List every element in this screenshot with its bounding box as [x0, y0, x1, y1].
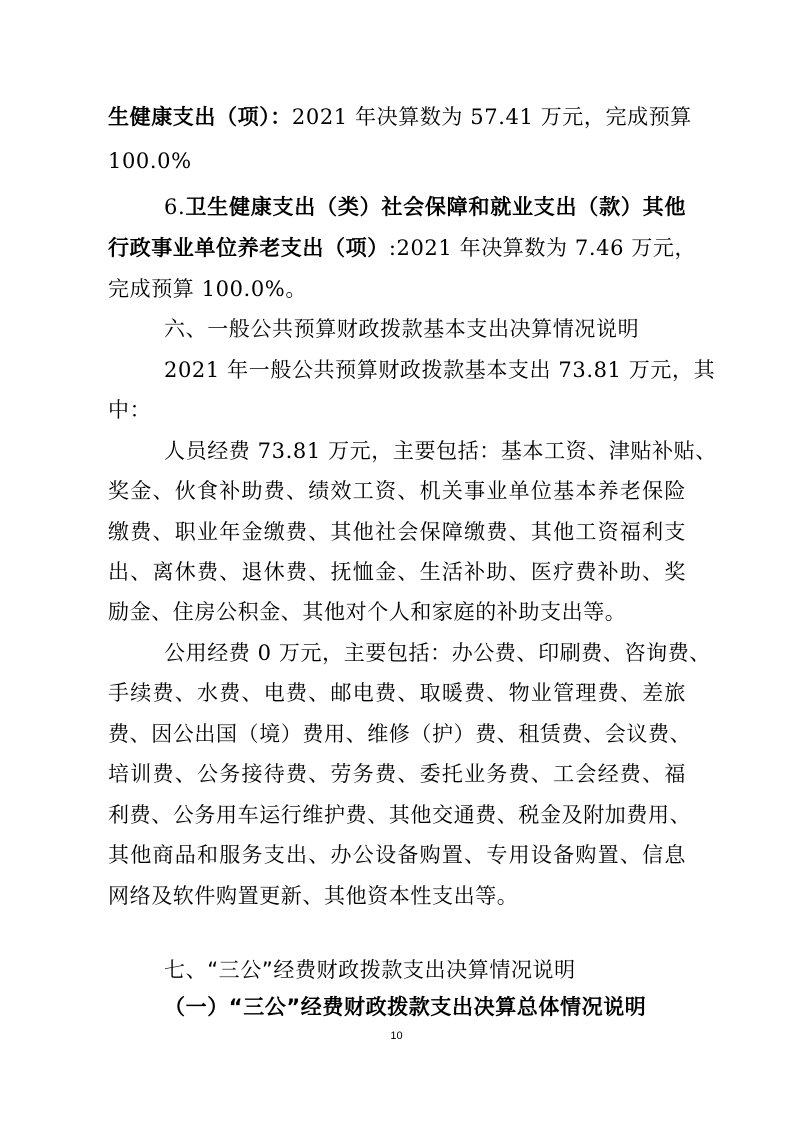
public-line-2: 手续费、水费、电费、邮电费、取暖费、物业管理费、差旅	[108, 681, 686, 705]
item5-text: 2021 年决算数为 57.41 万元，完成预算	[291, 105, 692, 129]
item6-bold: 卫生健康支出（类）社会保障和就业支出（款）其他	[185, 195, 686, 219]
item6-line2	[108, 235, 697, 261]
personnel-line-2: 奖金、伙食补助费、绩效工资、机关事业单位基本养老保险	[108, 479, 686, 503]
public-line-5: 利费、公务用车运行维护费、其他交通费、税金及附加费用、	[108, 803, 692, 827]
item6-line3: 完成预算 100.0%。	[108, 277, 307, 301]
personnel-line-1: 人员经费 73.81 万元，主要包括：基本工资、津贴补贴、	[164, 439, 717, 463]
item6-bold-2: 行政事业单位养老支出（项）	[108, 236, 389, 260]
item6-number: 6.	[164, 195, 186, 219]
item5-bold: 生健康支出（项）：	[108, 105, 292, 129]
section7-sub-heading: （一）“三公”经费财政拨款支出决算总体情况说明	[164, 995, 647, 1019]
personnel-line-5: 励金、住房公积金、其他对个人和家庭的补助支出等。	[108, 600, 627, 624]
public-line-6: 其他商品和服务支出、办公设备购置、专用设备购置、信息	[108, 843, 686, 867]
item6-line1	[164, 194, 686, 220]
item5-line1	[108, 104, 692, 130]
item5-line2: 100.0%	[108, 149, 192, 173]
public-line-3: 费、因公出国（境）费用、维修（护）费、租赁费、会议费、	[108, 722, 692, 746]
item6-text-2: :2021 年决算数为 7.46 万元，	[388, 236, 697, 260]
page-number: 10	[390, 1030, 403, 1042]
section6-heading: 六、一般公共预算财政拨款基本支出决算情况说明	[164, 317, 640, 341]
section7-heading: 七、“三公”经费财政拨款支出决算情况说明	[164, 958, 576, 982]
public-line-7: 网络及软件购置更新、其他资本性支出等。	[108, 884, 519, 908]
public-line-1: 公用经费 0 万元，主要包括：办公费、印刷费、咨询费、	[164, 641, 711, 665]
personnel-line-4: 出、离休费、退休费、抚恤金、生活补助、医疗费补助、奖	[108, 560, 686, 584]
section6-intro-2: 中：	[108, 398, 152, 422]
personnel-line-3: 缴费、职业年金缴费、其他社会保障缴费、其他工资福利支	[108, 520, 686, 544]
public-line-4: 培训费、公务接待费、劳务费、委托业务费、工会经费、福	[108, 762, 686, 786]
section6-intro-1: 2021 年一般公共预算财政拨款基本支出 73.81 万元，其	[164, 358, 716, 382]
